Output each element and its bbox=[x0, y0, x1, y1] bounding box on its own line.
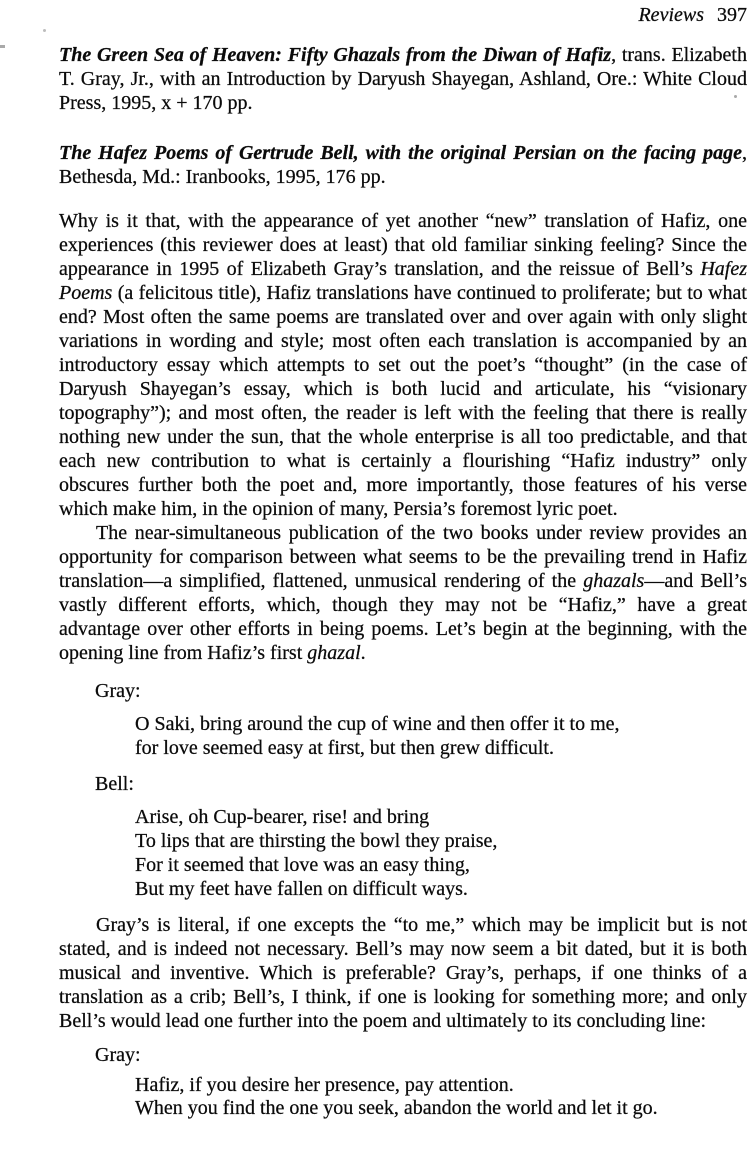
poem-line: O Saki, bring around the cup of wine and then offer it to me, bbox=[135, 713, 620, 735]
book-title: The Green Sea of Heaven: Fifty Ghazals from the Diwan of Hafiz bbox=[59, 44, 612, 66]
book-publication-details: , Bethesda, Md.: Iranbooks, 1995, 176 pp. bbox=[59, 142, 747, 188]
italic-term: ghazals bbox=[583, 570, 645, 592]
poem-quote-bell bbox=[135, 805, 747, 901]
book-publication-details: , trans. Elizabeth T. Gray, Jr., with an Introduction by Daryush Shayegan, Ashland, Ore.: White Cloud Press, 1995, x + 170 pp. bbox=[59, 44, 747, 114]
poem-line: But my feet have fallen on difficult ways. bbox=[135, 878, 468, 900]
quote-attribution-gray: Gray: bbox=[95, 680, 141, 702]
running-head-section: Reviews bbox=[638, 4, 704, 26]
paragraph-text: (a felicitous title), Hafiz translations have continued to proliferate; but to what end? Most often the same poems are translated over and over again with only slight variations in wording and style; most often each translation is accompanied by an introductory essay which attempts to set out the poet’s “thought” (in the case of Daryush Shayegan’s essay, which is both lucid and articulate, his “visionary topography”); and most often, the reader is left with the feeling that there is really nothing new under the sun, that the whole enterprise is all too predictable, and that each new contribution to what is certainly a flourishing “Hafiz industry” only obscures further both the poet and, more importantly, those features of his verse which make him, in the opinion of many, Persia’s foremost lyric poet. bbox=[59, 282, 747, 520]
poem-line: for love seemed easy at first, but then grew difficult. bbox=[135, 737, 554, 759]
paragraph-text: Gray’s is literal, if one excepts the “to me,” which may be implicit but is not stated, and is indeed not necessary. Bell’s may now seem a bit dated, but it is both musical and inventive. Which is preferable? Gray’s, perhaps, if one thinks of a translation as a crib; Bell’s, I think, if one is looking for something more; and only Bell’s would lead one further into the poem and ultimately to its concluding line: bbox=[59, 914, 747, 1032]
scan-speck bbox=[0, 45, 5, 48]
poem-line: Hafiz, if you desire her presence, pay attention. bbox=[135, 1074, 514, 1096]
poem-line: Arise, oh Cup-bearer, rise! and bring bbox=[135, 806, 430, 828]
poem-line: When you find the one you seek, abandon the world and let it go. bbox=[135, 1097, 658, 1119]
book-citation-bell bbox=[59, 141, 747, 189]
italic-term: ghazal bbox=[307, 642, 361, 664]
paragraph-text: . bbox=[360, 642, 366, 664]
poem-line: To lips that are thirsting the bowl they praise, bbox=[135, 830, 498, 852]
poem-quote-gray-first bbox=[135, 712, 747, 760]
paragraph-1 bbox=[59, 209, 747, 521]
scan-speck bbox=[43, 29, 46, 32]
paragraph-text: Why is it that, with the appearance of yet another “new” translation of Hafiz, one experiences (this reviewer does at least) that old familiar sinking feeling? Since the appearance in 1995 of Elizabeth Gray’s translation, and the reissue of Bell’s bbox=[59, 210, 747, 280]
book-citation-gray bbox=[59, 43, 747, 115]
paragraph-text: —and Bell’s vastly different efforts, which, though they may not be “Hafiz,” have a great advantage over other efforts in being poems. Let’s begin at the beginning, with the opening line from Hafiz’s first bbox=[59, 570, 748, 664]
text-block bbox=[59, 0, 747, 1120]
paragraph-3 bbox=[59, 913, 747, 1033]
quote-attribution-gray: Gray: bbox=[95, 1044, 141, 1066]
poem-quote-gray-concluding bbox=[135, 1074, 747, 1120]
quote-attribution-bell: Bell: bbox=[95, 773, 134, 795]
book-title: The Hafez Poems of Gertrude Bell, with the original Persian on the facing page bbox=[59, 142, 742, 164]
running-head bbox=[59, 0, 747, 27]
poem-line: For it seemed that love was an easy thing, bbox=[135, 854, 470, 876]
italic-book-title: Hafez Poems bbox=[59, 258, 747, 304]
paragraph-2 bbox=[59, 521, 747, 665]
running-head-page-number: 397 bbox=[717, 4, 747, 26]
paragraph-text: The near-simultaneous publication of the two books under review provides an opportunity for comparison between what seems to be the prevailing trend in Hafiz translation—a simplified, flattened, unmusical rendering of the bbox=[59, 522, 747, 592]
